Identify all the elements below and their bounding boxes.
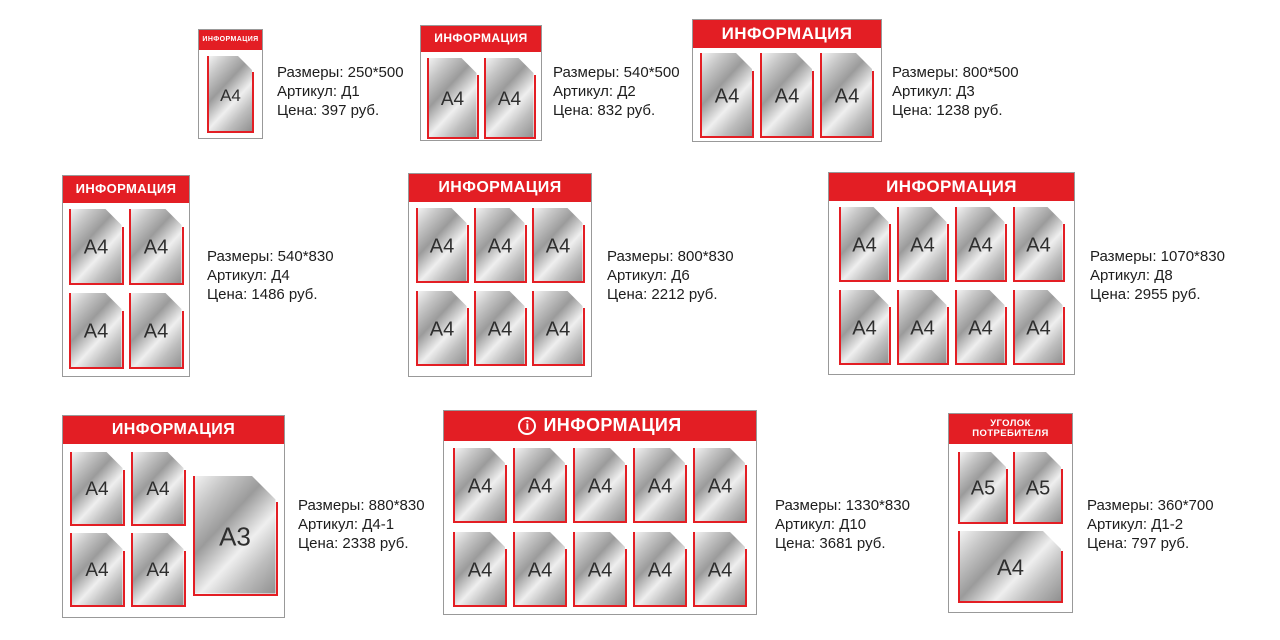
board-title: ИНФОРМАЦИЯ: [886, 176, 1017, 196]
board-header: [693, 20, 881, 48]
pocket-label: A4: [910, 316, 935, 339]
board-header: [199, 30, 262, 50]
product-size: Размеры: 250*500: [277, 64, 404, 81]
product-price: Цена: 1238 руб.: [892, 102, 1003, 119]
pocket-a4: [532, 208, 585, 283]
pocket-a4: [897, 207, 949, 282]
product-article: Артикул: Д10: [775, 516, 867, 533]
product-article: Артикул: Д2: [553, 83, 636, 100]
pocket-a4: [820, 53, 874, 138]
pocket-a3: [193, 476, 278, 596]
info-stand-board: [828, 172, 1075, 375]
product-info: [277, 63, 404, 120]
pocket-a4: [484, 58, 536, 139]
board-title: ИНФОРМАЦИЯ: [721, 23, 853, 43]
pocket-a4: [633, 448, 687, 523]
pocket-area: [693, 48, 881, 138]
pocket-a4: [897, 290, 949, 365]
product-size: Размеры: 540*830: [207, 248, 334, 265]
pocket-label: A4: [545, 317, 571, 340]
pocket-a4: [69, 209, 124, 285]
product-price: Цена: 2955 руб.: [1090, 286, 1201, 303]
pocket-label: A4: [429, 234, 455, 257]
pocket-a4: [513, 532, 567, 607]
pocket-a4: [453, 448, 507, 523]
pocket-label: A4: [467, 558, 493, 581]
pocket-label: A4: [714, 84, 740, 107]
pocket-label: A4: [440, 88, 465, 110]
pocket-label: A4: [545, 234, 571, 257]
pocket-label: A4: [527, 474, 553, 497]
pocket-label: A5: [970, 477, 996, 500]
pocket-label: A4: [968, 316, 993, 339]
info-stand-board: [692, 19, 882, 142]
pocket-label: A4: [1026, 316, 1051, 339]
pocket-label: A4: [143, 320, 169, 343]
board-title: ИНФОРМАЦИЯ: [111, 421, 236, 439]
pocket-label: A4: [487, 317, 513, 340]
pocket-area: [444, 441, 756, 607]
pocket-label: A4: [707, 558, 733, 581]
product-info: [1090, 247, 1225, 304]
product-size: Размеры: 540*500: [553, 64, 680, 81]
pocket-label: A4: [968, 233, 993, 256]
pocket-area: [421, 52, 541, 139]
pocket-a4: [129, 293, 184, 369]
product-info: [775, 496, 910, 553]
pocket-label: A4: [487, 234, 513, 257]
product-article: Артикул: Д6: [607, 267, 690, 284]
pocket-a4: [131, 452, 186, 526]
pocket-a4: [70, 452, 125, 526]
pocket-a4: [633, 532, 687, 607]
board-header: [409, 174, 591, 202]
pocket-a4: [693, 532, 747, 607]
pocket-area: [409, 202, 591, 366]
pocket-label: A4: [852, 316, 877, 339]
pocket-a4: [700, 53, 754, 138]
pocket-a4: [955, 207, 1007, 282]
pocket-a4: [131, 533, 186, 607]
pocket-a5: [1013, 452, 1063, 524]
board-title: УГОЛОК ПОТРЕБИТЕЛЯ: [972, 417, 1049, 439]
board-title: ИНФОРМАЦИЯ: [202, 36, 259, 44]
product-size: Размеры: 880*830: [298, 497, 425, 514]
pocket-a4: [532, 291, 585, 366]
pocket-label: A4: [527, 558, 553, 581]
product-article: Артикул: Д4-1: [298, 516, 395, 533]
board-title: ИНФОРМАЦИЯ: [75, 181, 177, 197]
board-header: [63, 416, 284, 444]
pocket-label: A3: [219, 521, 251, 552]
product-price: Цена: 3681 руб.: [775, 535, 886, 552]
pocket-label: A4: [910, 233, 935, 256]
board-header: [421, 26, 541, 52]
pocket-label: A4: [647, 558, 673, 581]
pocket-a4: [955, 290, 1007, 365]
product-size: Размеры: 800*500: [892, 64, 1019, 81]
product-info: [607, 247, 734, 304]
info-stand-board: [420, 25, 542, 141]
pocket-label: A4: [997, 555, 1024, 581]
product-price: Цена: 2212 руб.: [607, 286, 718, 303]
pocket-a4: [513, 448, 567, 523]
info-stand-board: [443, 410, 757, 615]
pocket-a4: [1013, 207, 1065, 282]
product-info: [1087, 496, 1214, 553]
pocket-a4: [129, 209, 184, 285]
pocket-a4: [70, 533, 125, 607]
pocket-label: A4: [85, 478, 109, 500]
pocket-label: A4: [647, 474, 673, 497]
product-article: Артикул: Д1-2: [1087, 516, 1184, 533]
pocket-a4: [839, 207, 891, 282]
info-stand-board: [408, 173, 592, 377]
product-article: Артикул: Д8: [1090, 267, 1173, 284]
pocket-a4: [573, 448, 627, 523]
pocket-a4: [693, 448, 747, 523]
pocket-a4: [416, 291, 469, 366]
product-info: [298, 496, 425, 553]
a5-pocket-row: [958, 452, 1063, 524]
info-stand-board: [62, 415, 285, 618]
product-price: Цена: 797 руб.: [1087, 535, 1190, 552]
pocket-label: A4: [85, 559, 109, 581]
product-size: Размеры: 360*700: [1087, 497, 1214, 514]
info-icon: [518, 417, 536, 435]
product-price: Цена: 1486 руб.: [207, 286, 318, 303]
board-title: ИНФОРМАЦИЯ: [543, 415, 682, 436]
pocket-a4: [1013, 290, 1065, 365]
info-stand-board: [62, 175, 190, 377]
product-price: Цена: 832 руб.: [553, 102, 656, 119]
product-info: [892, 63, 1019, 120]
product-price: Цена: 2338 руб.: [298, 535, 409, 552]
product-info: [553, 63, 680, 120]
product-size: Размеры: 800*830: [607, 248, 734, 265]
pocket-label: A4: [587, 474, 613, 497]
product-info: [207, 247, 334, 304]
pocket-label: A4: [707, 474, 733, 497]
pocket-area: [63, 203, 189, 369]
pocket-a4: [69, 293, 124, 369]
pocket-area: [949, 444, 1072, 603]
pocket-a4: [839, 290, 891, 365]
board-header: [63, 176, 189, 203]
board-title: ИНФОРМАЦИЯ: [434, 31, 528, 46]
pocket-a4: [416, 208, 469, 283]
board-header: [829, 173, 1074, 201]
pocket-a4: [474, 208, 527, 283]
product-size: Размеры: 1330*830: [775, 497, 910, 514]
board-header: [444, 411, 756, 441]
pocket-label: A4: [834, 84, 860, 107]
consumer-corner-board: [948, 413, 1073, 613]
pocket-a4: [453, 532, 507, 607]
product-article: Артикул: Д3: [892, 83, 975, 100]
pocket-label: A4: [497, 88, 522, 110]
pocket-label: A4: [146, 478, 170, 500]
pocket-label: A4: [83, 236, 109, 259]
pocket-label: A4: [220, 85, 241, 105]
pocket-area: [829, 201, 1074, 365]
pocket-label: A4: [146, 559, 170, 581]
pocket-label: A4: [83, 320, 109, 343]
pocket-a4: [573, 532, 627, 607]
pocket-label: A4: [852, 233, 877, 256]
info-stand-board: [198, 29, 263, 139]
pocket-label: A4: [143, 236, 169, 259]
pocket-a4: [207, 56, 254, 133]
product-price: Цена: 397 руб.: [277, 102, 380, 119]
pocket-a4: [760, 53, 814, 138]
pocket-label: A4: [429, 317, 455, 340]
pocket-a4: [427, 58, 479, 139]
pocket-label: A4: [1026, 233, 1051, 256]
pocket-a5: [958, 452, 1008, 524]
board-title: ИНФОРМАЦИЯ: [438, 179, 562, 197]
pocket-area: [63, 444, 284, 607]
product-size: Размеры: 1070*830: [1090, 248, 1225, 265]
a4-pocket-grid: [70, 452, 186, 607]
pocket-a4: [474, 291, 527, 366]
product-article: Артикул: Д1: [277, 83, 360, 100]
pocket-a4: [958, 531, 1063, 603]
pocket-label: A5: [1025, 477, 1051, 500]
pocket-label: A4: [467, 474, 493, 497]
pocket-label: A4: [774, 84, 800, 107]
pocket-area: [199, 50, 262, 133]
product-article: Артикул: Д4: [207, 267, 290, 284]
pocket-label: A4: [587, 558, 613, 581]
board-header: [949, 414, 1072, 444]
